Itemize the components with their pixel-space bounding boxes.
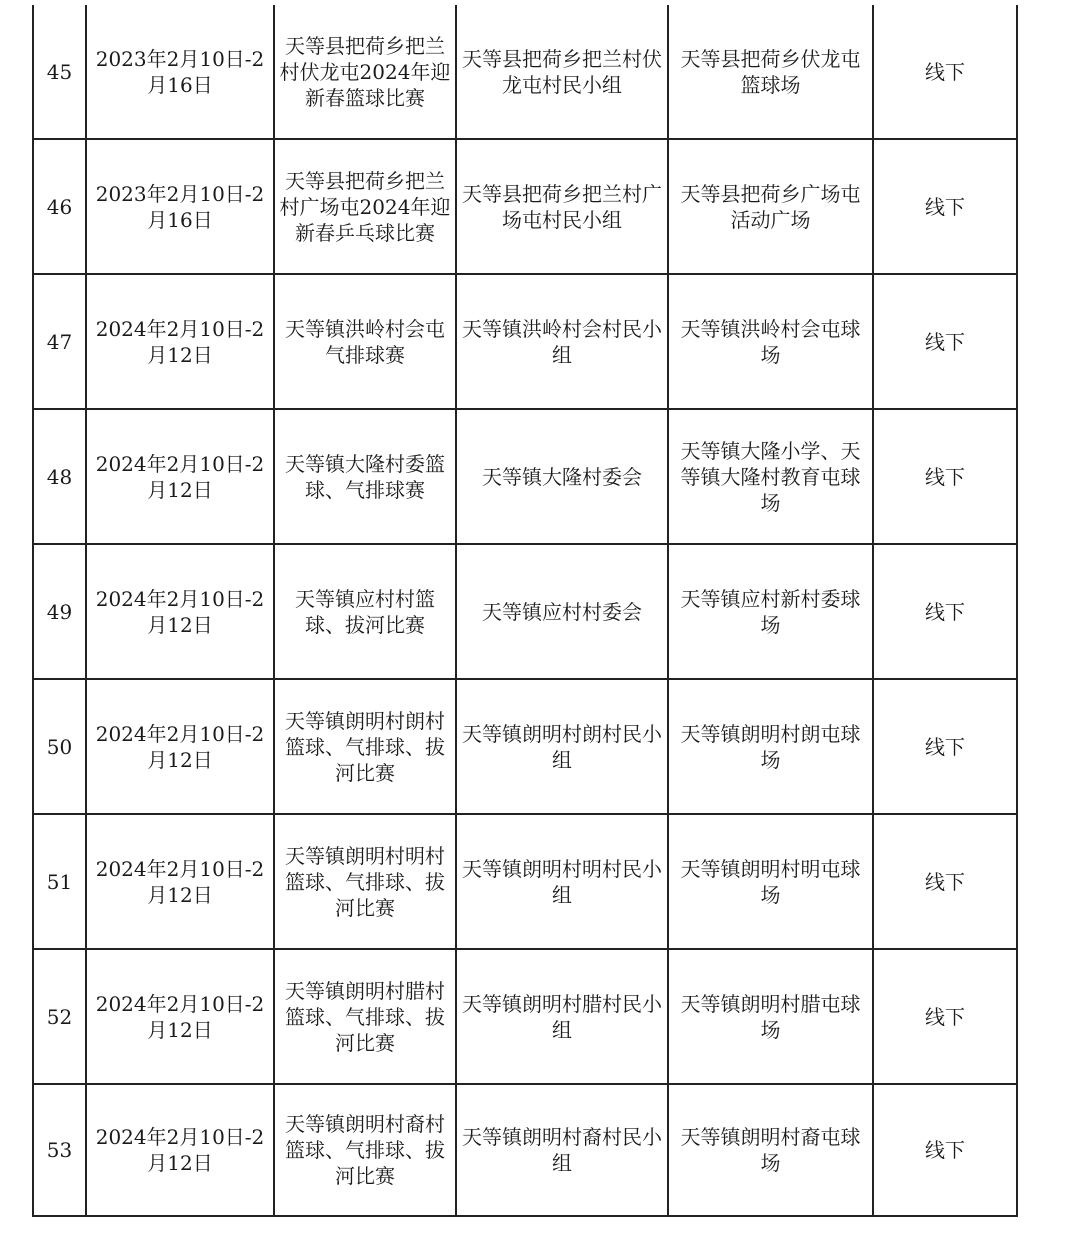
- row-number: 50: [33, 679, 86, 814]
- event-date: 2024年2月10日-2月12日: [86, 1084, 274, 1216]
- event-venue: 天等镇洪岭村会屯球场: [668, 274, 873, 409]
- event-name: 天等镇洪岭村会屯气排球赛: [274, 274, 456, 409]
- table-row: [33, 274, 1017, 409]
- event-mode: 线下: [873, 679, 1017, 814]
- row-number: 52: [33, 949, 86, 1084]
- row-number: 53: [33, 1084, 86, 1216]
- event-name: 天等镇朗明村腊村篮球、气排球、拔河比赛: [274, 949, 456, 1084]
- event-mode: 线下: [873, 544, 1017, 679]
- row-number: 49: [33, 544, 86, 679]
- event-organizer: 天等镇朗明村明村民小组: [456, 814, 668, 949]
- event-venue: 天等镇朗明村明屯球场: [668, 814, 873, 949]
- event-date: 2023年2月10日-2月16日: [86, 5, 274, 139]
- table-row: [33, 814, 1017, 949]
- event-date: 2024年2月10日-2月12日: [86, 409, 274, 544]
- event-name: 天等镇应村村篮球、拔河比赛: [274, 544, 456, 679]
- row-number: 51: [33, 814, 86, 949]
- event-venue: 天等镇应村新村委球场: [668, 544, 873, 679]
- event-venue: 天等镇大隆小学、天等镇大隆村教育屯球场: [668, 409, 873, 544]
- row-number: 46: [33, 139, 86, 274]
- event-mode: 线下: [873, 274, 1017, 409]
- event-organizer: 天等镇应村村委会: [456, 544, 668, 679]
- event-mode: 线下: [873, 1084, 1017, 1216]
- event-date: 2024年2月10日-2月12日: [86, 544, 274, 679]
- event-venue: 天等镇朗明村朗屯球场: [668, 679, 873, 814]
- event-mode: 线下: [873, 139, 1017, 274]
- event-organizer: 天等镇洪岭村会村民小组: [456, 274, 668, 409]
- event-name: 天等县把荷乡把兰村广场屯2024年迎新春乒乓球比赛: [274, 139, 456, 274]
- row-number: 47: [33, 274, 86, 409]
- event-name: 天等县把荷乡把兰村伏龙屯2024年迎新春篮球比赛: [274, 5, 456, 139]
- event-date: 2024年2月10日-2月12日: [86, 274, 274, 409]
- table-row: [33, 949, 1017, 1084]
- table-row: [33, 544, 1017, 679]
- event-organizer: 天等镇朗明村腊村民小组: [456, 949, 668, 1084]
- event-mode: 线下: [873, 5, 1017, 139]
- event-date: 2024年2月10日-2月12日: [86, 949, 274, 1084]
- event-date: 2024年2月10日-2月12日: [86, 679, 274, 814]
- event-organizer: 天等县把荷乡把兰村广场屯村民小组: [456, 139, 668, 274]
- event-organizer: 天等镇朗明村裔村民小组: [456, 1084, 668, 1216]
- row-number: 48: [33, 409, 86, 544]
- event-organizer: 天等镇朗明村朗村民小组: [456, 679, 668, 814]
- event-venue: 天等县把荷乡广场屯活动广场: [668, 139, 873, 274]
- event-venue: 天等镇朗明村裔屯球场: [668, 1084, 873, 1216]
- table-row: [33, 679, 1017, 814]
- event-organizer: 天等县把荷乡把兰村伏龙屯村民小组: [456, 5, 668, 139]
- row-number: 45: [33, 5, 86, 139]
- table-row: [33, 1084, 1017, 1216]
- table-row: [33, 5, 1017, 139]
- event-name: 天等镇朗明村朗村篮球、气排球、拔河比赛: [274, 679, 456, 814]
- event-date: 2024年2月10日-2月12日: [86, 814, 274, 949]
- event-organizer: 天等镇大隆村委会: [456, 409, 668, 544]
- event-table-container: [32, 5, 1016, 1217]
- event-table: [32, 5, 1018, 1217]
- event-name: 天等镇朗明村裔村篮球、气排球、拔河比赛: [274, 1084, 456, 1216]
- event-date: 2023年2月10日-2月16日: [86, 139, 274, 274]
- event-venue: 天等镇朗明村腊屯球场: [668, 949, 873, 1084]
- table-row: [33, 409, 1017, 544]
- event-mode: 线下: [873, 949, 1017, 1084]
- event-mode: 线下: [873, 814, 1017, 949]
- event-venue: 天等县把荷乡伏龙屯篮球场: [668, 5, 873, 139]
- event-mode: 线下: [873, 409, 1017, 544]
- event-name: 天等镇大隆村委篮球、气排球赛: [274, 409, 456, 544]
- table-row: [33, 139, 1017, 274]
- event-name: 天等镇朗明村明村篮球、气排球、拔河比赛: [274, 814, 456, 949]
